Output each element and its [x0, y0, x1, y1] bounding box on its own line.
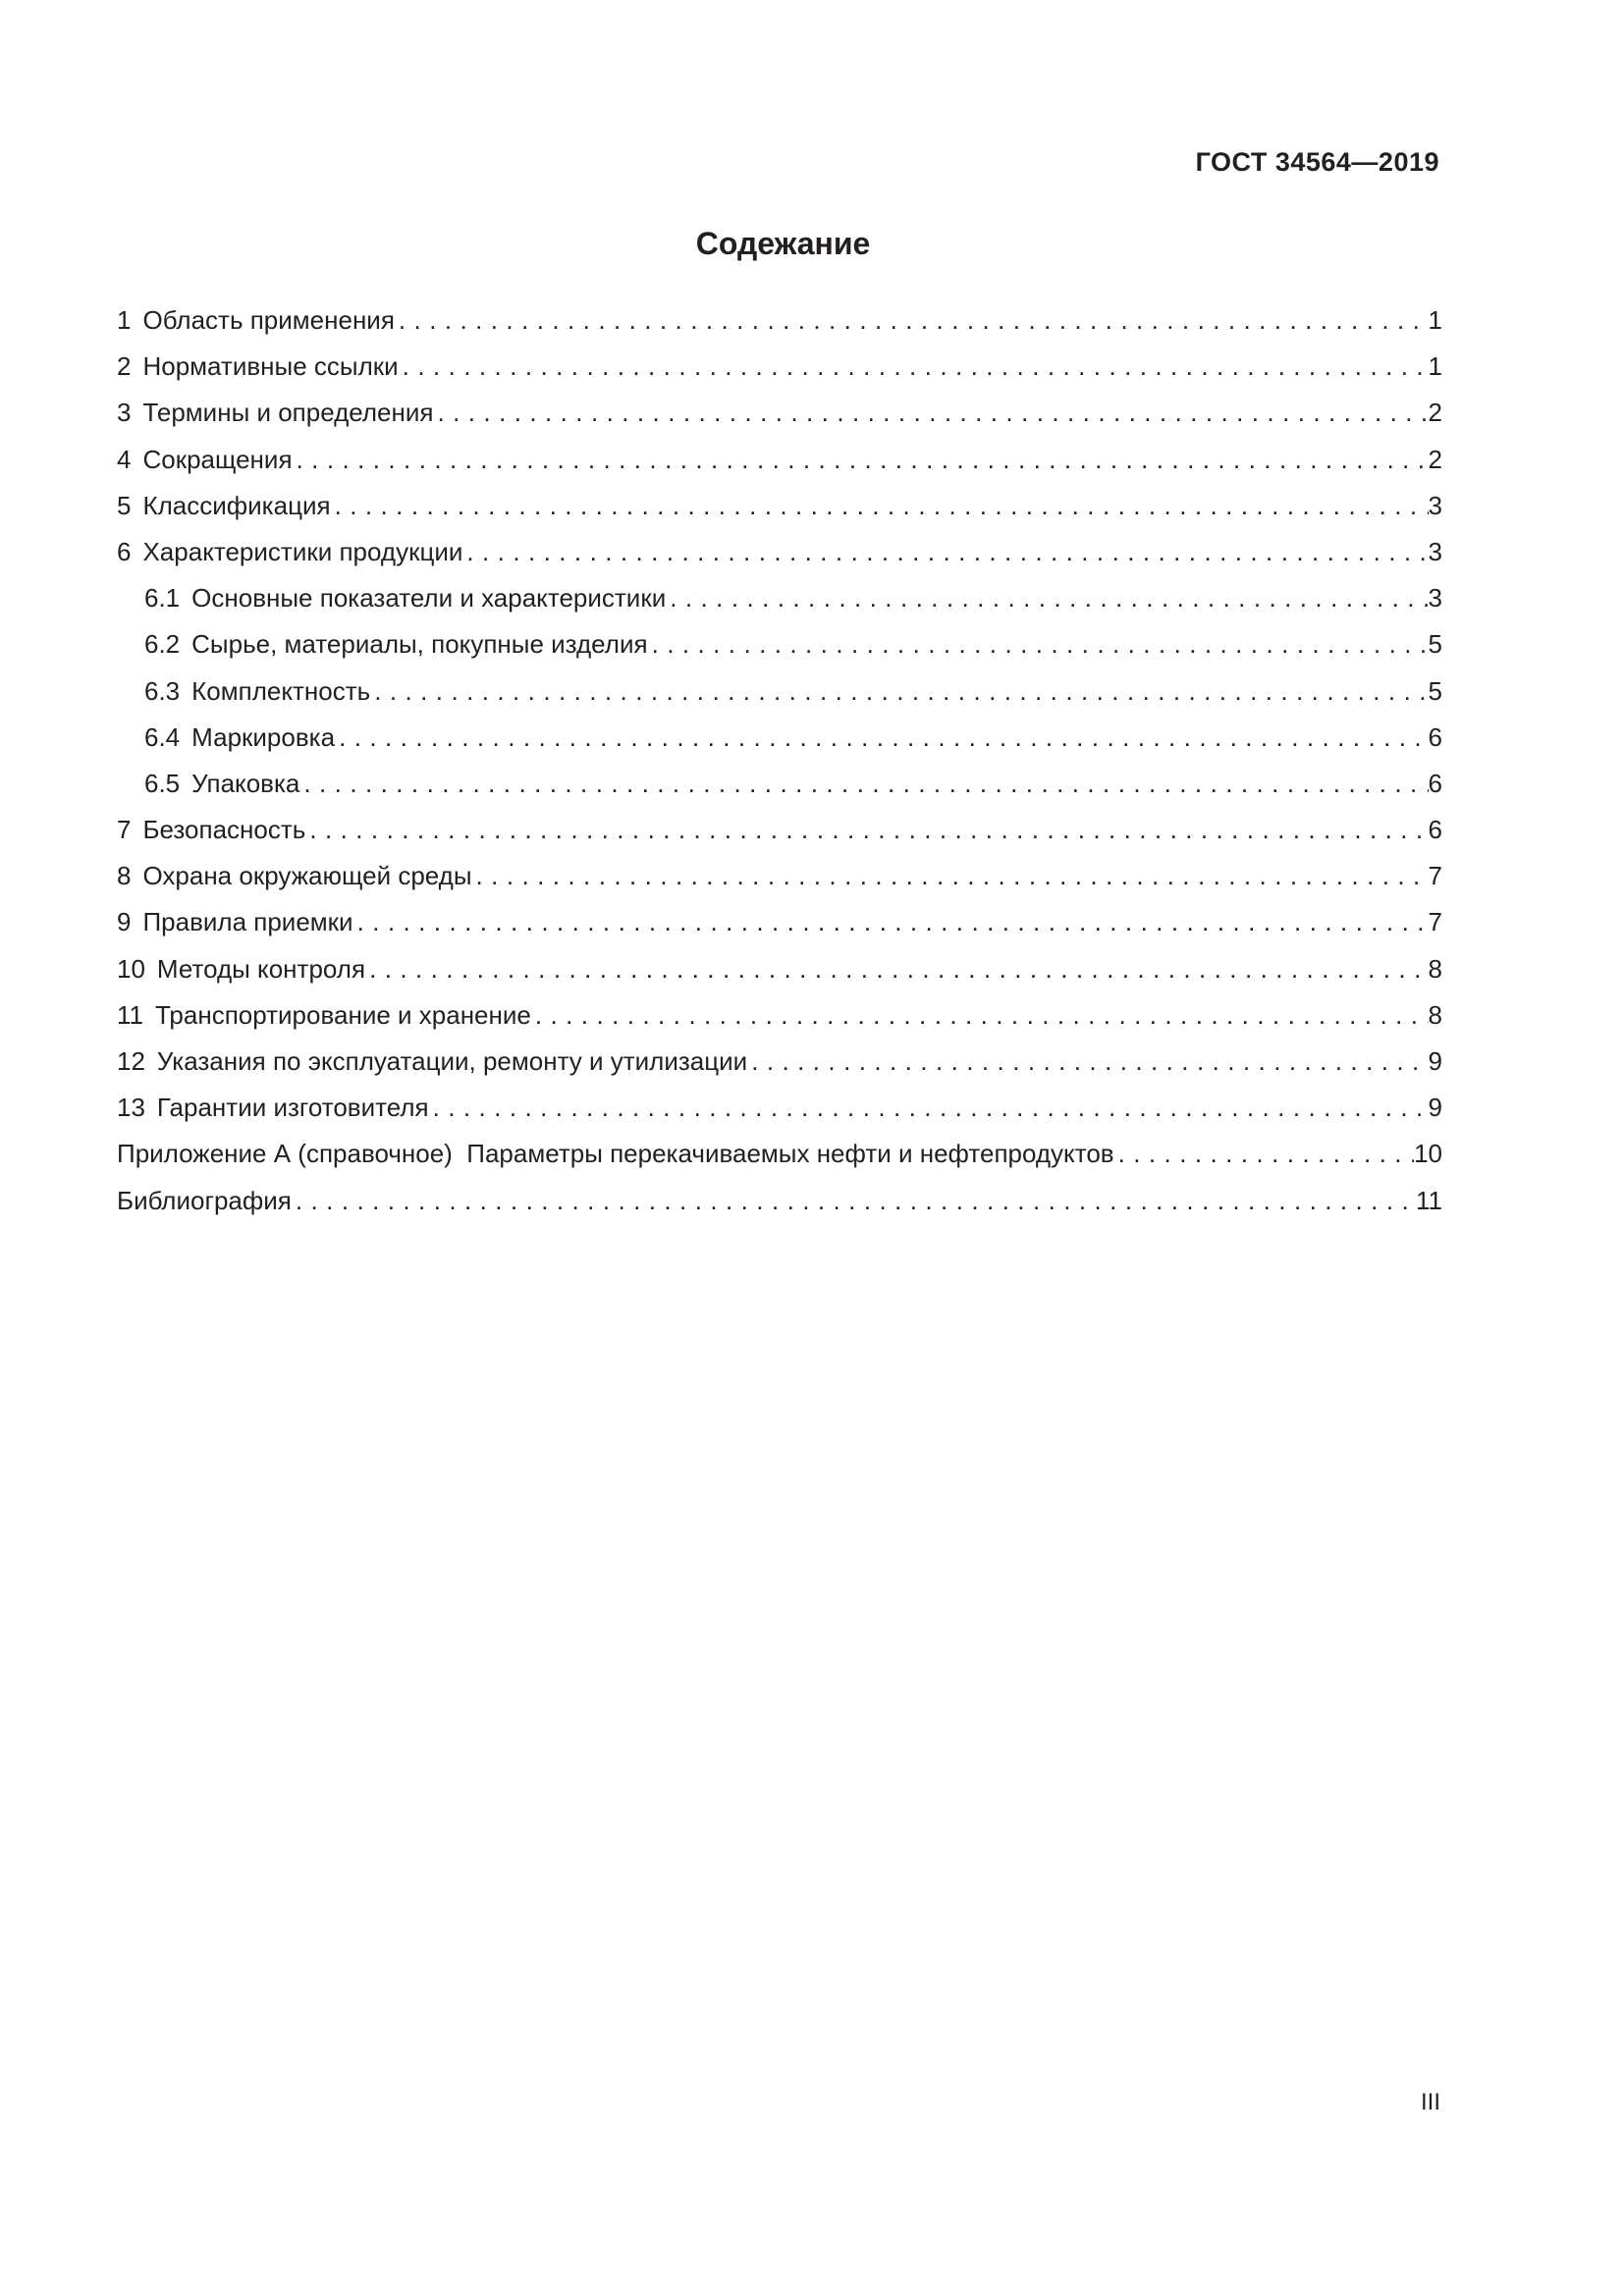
- toc-entry-page: 10: [1414, 1139, 1442, 1169]
- toc-entry-label: Комплектность: [191, 675, 371, 706]
- toc-entry-page: 11: [1416, 1185, 1442, 1215]
- toc-leader-dots: [1114, 1139, 1414, 1169]
- toc-entry-number: 11: [117, 999, 143, 1030]
- toc-leader-dots: [462, 537, 1428, 567]
- toc-entry-page: 3: [1428, 536, 1442, 566]
- toc-entry-label: Термины и определения: [142, 398, 434, 428]
- toc-entry-page: 7: [1428, 861, 1442, 891]
- toc-entry-page: 5: [1428, 675, 1442, 706]
- toc-entry-label: Нормативные ссылки: [142, 351, 399, 382]
- toc-entry: [117, 1093, 1442, 1139]
- toc-entry-label: Методы контроля: [156, 953, 366, 984]
- toc-entry-label: Основные показатели и характеристики: [191, 583, 667, 614]
- toc-leader-dots: [472, 861, 1429, 891]
- toc-title: Содежание: [695, 226, 871, 261]
- toc-entry-number: 7: [117, 815, 132, 845]
- toc-entry-label: Безопасность: [142, 815, 306, 845]
- toc-entry: [117, 537, 1442, 583]
- toc-entry-label: Сырье, материалы, покупные изделия: [191, 629, 648, 660]
- toc-entry-bibliography: [117, 1186, 1442, 1232]
- toc-subentry: [117, 583, 1442, 629]
- toc-entry-number: 6.3: [144, 675, 181, 706]
- page-number: III: [1420, 2089, 1440, 2115]
- toc-leader-dots: [747, 1046, 1428, 1077]
- toc-entry-number: 6.2: [144, 629, 181, 660]
- toc-entry: [117, 815, 1442, 861]
- toc-entry-page: 6: [1428, 721, 1442, 752]
- toc-leader-dots: [335, 722, 1428, 753]
- toc-leader-dots: [395, 305, 1429, 336]
- document-code: ГОСТ 34564—2019: [1195, 147, 1439, 177]
- toc-entry: [117, 398, 1442, 444]
- toc-subentry: [117, 722, 1442, 769]
- toc-entry-page: 5: [1428, 629, 1442, 660]
- toc-entry-label: Маркировка: [191, 721, 336, 752]
- toc-entry-appendix: [117, 1139, 1442, 1185]
- toc-leader-dots: [292, 1186, 1416, 1216]
- toc-entry-label: Охрана окружающей среды: [142, 861, 472, 891]
- toc-leader-dots: [531, 1000, 1429, 1031]
- toc-entry: [117, 1000, 1442, 1046]
- toc-entry-number: 13: [117, 1093, 145, 1123]
- toc-entry-page: 9: [1428, 1093, 1442, 1123]
- toc-entry-page: 2: [1428, 398, 1442, 428]
- toc-entry-label: Упаковка: [191, 768, 300, 798]
- toc-entry: [117, 305, 1442, 351]
- toc-entry-number: 6.1: [144, 583, 181, 614]
- toc-entry-page: 9: [1428, 1046, 1442, 1076]
- toc-entry-number: 9: [117, 907, 132, 937]
- toc-leader-dots: [293, 445, 1429, 475]
- toc-entry-number: 1: [117, 305, 132, 335]
- toc-entry: [117, 861, 1442, 907]
- toc-subentry: [117, 629, 1442, 675]
- toc-entry-number: 4: [117, 444, 132, 474]
- toc-leader-dots: [299, 769, 1428, 799]
- toc-entry-label: Гарантии изготовителя: [156, 1093, 429, 1123]
- toc-leader-dots: [648, 629, 1429, 660]
- toc-entry-page: 7: [1428, 907, 1442, 937]
- toc-entry-number: 8: [117, 861, 132, 891]
- toc-entry-label: Правила приемки: [142, 907, 353, 937]
- toc-entry-page: 6: [1428, 815, 1442, 845]
- toc-entry: [117, 907, 1442, 953]
- toc-entry-label: Указания по эксплуатации, ремонту и утилизации: [156, 1046, 748, 1076]
- toc-leader-dots: [666, 583, 1428, 614]
- toc-leader-dots: [365, 954, 1428, 985]
- toc-subentry: [117, 676, 1442, 722]
- toc-entry: [117, 445, 1442, 491]
- toc-entry-number: 2: [117, 351, 132, 382]
- toc-subentry: [117, 769, 1442, 815]
- toc-entry-number: 6: [117, 536, 132, 566]
- toc-entry-page: 8: [1428, 999, 1442, 1030]
- toc-entry: [117, 351, 1442, 398]
- toc-entry-page: 3: [1428, 490, 1442, 520]
- toc-entry-page: 1: [1428, 351, 1442, 382]
- toc-entry-number: 10: [117, 953, 145, 984]
- toc-entry-label: Классификация: [142, 490, 331, 520]
- table-of-contents: [117, 305, 1442, 1232]
- toc-leader-dots: [399, 351, 1429, 382]
- toc-entry-page: 2: [1428, 444, 1442, 474]
- toc-entry-label: Сокращения: [142, 444, 293, 474]
- toc-entry-label: Область применения: [142, 305, 395, 335]
- toc-entry-label: Транспортирование и хранение: [155, 999, 531, 1030]
- toc-entry-page: 1: [1428, 305, 1442, 335]
- toc-entry-number: 5: [117, 490, 132, 520]
- toc-leader-dots: [370, 676, 1428, 707]
- toc-entry-label: Приложение А (справочное) Параметры перекачиваемых нефти и нефтепродуктов: [117, 1139, 1114, 1169]
- toc-entry-label: Библиография: [117, 1185, 292, 1215]
- toc-entry-number: 6.5: [144, 768, 181, 798]
- toc-leader-dots: [433, 398, 1428, 428]
- toc-entry-page: 6: [1428, 768, 1442, 798]
- toc-entry: [117, 491, 1442, 537]
- toc-leader-dots: [331, 491, 1429, 521]
- toc-entry: [117, 1046, 1442, 1093]
- toc-entry-label: Характеристики продукции: [142, 536, 463, 566]
- toc-entry-page: 3: [1428, 583, 1442, 614]
- toc-leader-dots: [429, 1093, 1429, 1123]
- toc-entry-number: 6.4: [144, 721, 181, 752]
- toc-entry-page: 8: [1428, 953, 1442, 984]
- toc-leader-dots: [353, 907, 1429, 937]
- toc-entry: [117, 954, 1442, 1000]
- toc-entry-number: 12: [117, 1046, 145, 1076]
- toc-leader-dots: [305, 815, 1428, 845]
- toc-entry-number: 3: [117, 398, 132, 428]
